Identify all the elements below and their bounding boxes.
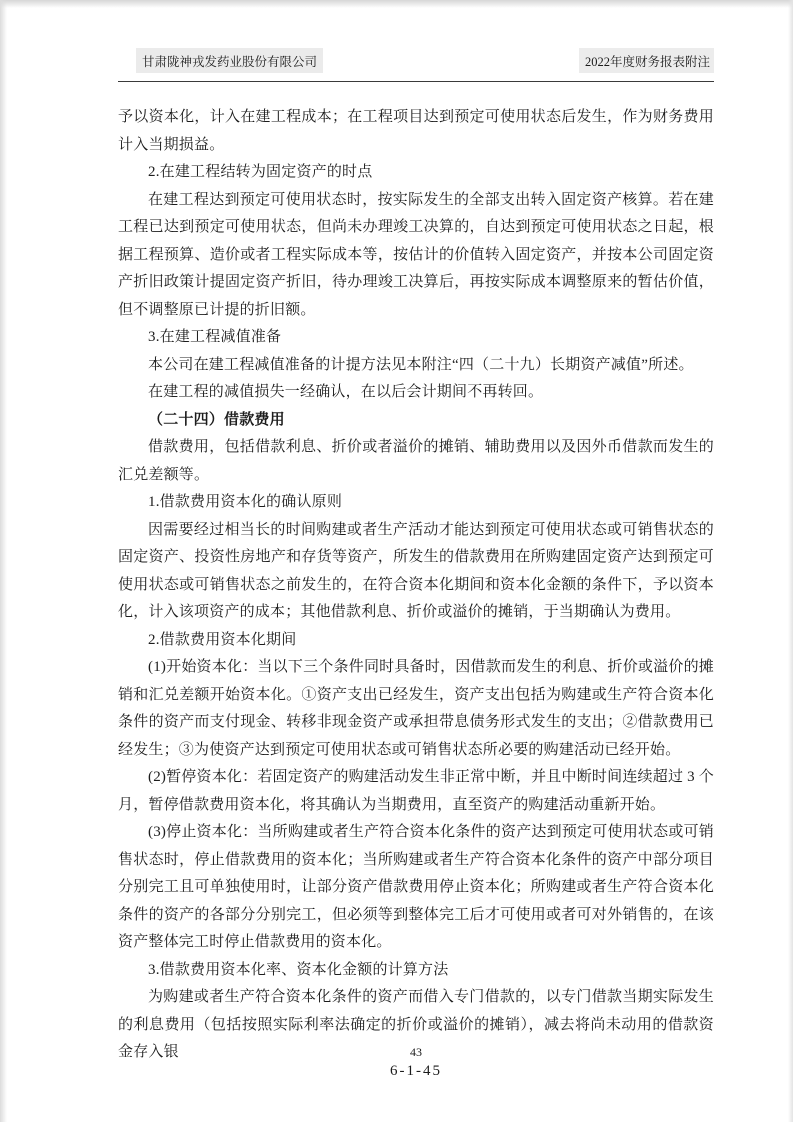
paragraph-capitalization-start: (1)开始资本化：当以下三个条件同时具备时，因借款而发生的利息、折价或溢价的摊销和汇兑差额开始资本化。①资产支出已经发生，资产支出包括为购建或生产符合资本化条件的资产而支付现金、转移非现金资产或承担带息债务形式发生的支出；②借款费用已经发生；③为使资产达到预定可使用状态或可销售状态所必要的购建活动已经开始。 [118, 659, 714, 758]
paragraph-cip-transfer-detail: 在建工程达到预定可使用状态时，按实际发生的全部支出转入固定资产核算。若在建工程已达到预定可使用状态，但尚未办理竣工决算的，自达到预定可使用状态之日起，根据工程预算、造价或者工程实际成本等，按估计的价值转入固定资产，并按本公司固定资产折旧政策计提固定资产折旧，待办理竣工决算后，再按实际成本调整原来的暂估价值，但不调整原已计提的折旧额。 [118, 191, 714, 318]
paragraph-borrowing-costs-definition: 借款费用，包括借款利息、折价或者溢价的摊销、辅助费用以及因外币借款而发生的汇兑差额等。 [118, 439, 714, 483]
section-heading-borrowing-costs: （二十四）借款费用 [148, 411, 285, 428]
document-code: 6-1-45 [390, 1063, 442, 1079]
subheading-capitalization-rate-method: 3.借款费用资本化率、资本化金额的计算方法 [148, 961, 449, 978]
paragraph-cip-impairment-method: 本公司在建工程减值准备的计提方法见本附注“四（二十九）长期资产减值”所述。 [148, 356, 694, 373]
subheading-capitalization-principle: 1.借款费用资本化的确认原则 [148, 494, 343, 510]
document-page [118, 48, 714, 1067]
company-name: 甘肃陇神戎发药业股份有限公司 [136, 48, 323, 73]
paragraph-specific-borrowing: 为购建或者生产符合资本化条件的资产而借入专门借款的，以专门借款当期实际发生的利息费用（包括按照实际利率法确定的折价或溢价的摊销），减去将尚未动用的借款资金存入银 [118, 989, 714, 1060]
subheading-cip-impairment: 3.在建工程减值准备 [148, 329, 282, 345]
paragraph-cip-impairment-no-reversal: 在建工程的减值损失一经确认，在以后会计期间不再转回。 [148, 384, 544, 400]
document-body [118, 104, 714, 1067]
paragraph-capitalization-stop: (3)停止资本化：当所购建或者生产符合资本化条件的资产达到预定可使用状态或可销售状态时，停止借款费用的资本化；当所购建或者生产符合资本化条件的资产中部分项目分别完工且可单独使用时，让部分资产借款费用停止资本化；所购建或者生产符合资本化条件的资产的各部分分别完工，但必须等到整体完工后才可使用或者可对外销售的，在该资产整体完工时停止借款费用的资本化。 [118, 824, 714, 950]
paragraph-continuation: 予以资本化，计入在建工程成本；在工程项目达到预定可使用状态后发生，作为财务费用计入当期损益。 [118, 109, 714, 153]
page-footer [118, 1044, 714, 1082]
page-number: 43 [410, 1045, 422, 1059]
subheading-cip-transfer-point: 2.在建工程结转为固定资产的时点 [148, 164, 373, 180]
paragraph-capitalization-principle-detail: 因需要经过相当长的时间购建或者生产活动才能达到预定可使用状态或可销售状态的固定资产、投资性房地产和存货等资产，所发生的借款费用在所购建固定资产达到预定可使用状态或可销售状态之前发生的，在符合资本化期间和资本化金额的条件下，予以资本化，计入该项资产的成本；其他借款利息、折价或溢价的摊销，于当期确认为费用。 [118, 521, 714, 620]
scan-edge-left [0, 0, 7, 1122]
subheading-capitalization-period: 2.借款费用资本化期间 [148, 631, 297, 648]
scan-edge-top [0, 0, 793, 8]
page-header [118, 48, 714, 82]
report-title: 2022年度财务报表附注 [579, 48, 714, 73]
scan-edge-right [788, 0, 793, 1122]
paragraph-capitalization-suspend: (2)暂停资本化：若固定资产的购建活动发生非正常中断，并且中断时间连续超过 3 个月，暂停借款费用资本化，将其确认为当期费用，直至资产的购建活动重新开始。 [118, 769, 714, 813]
